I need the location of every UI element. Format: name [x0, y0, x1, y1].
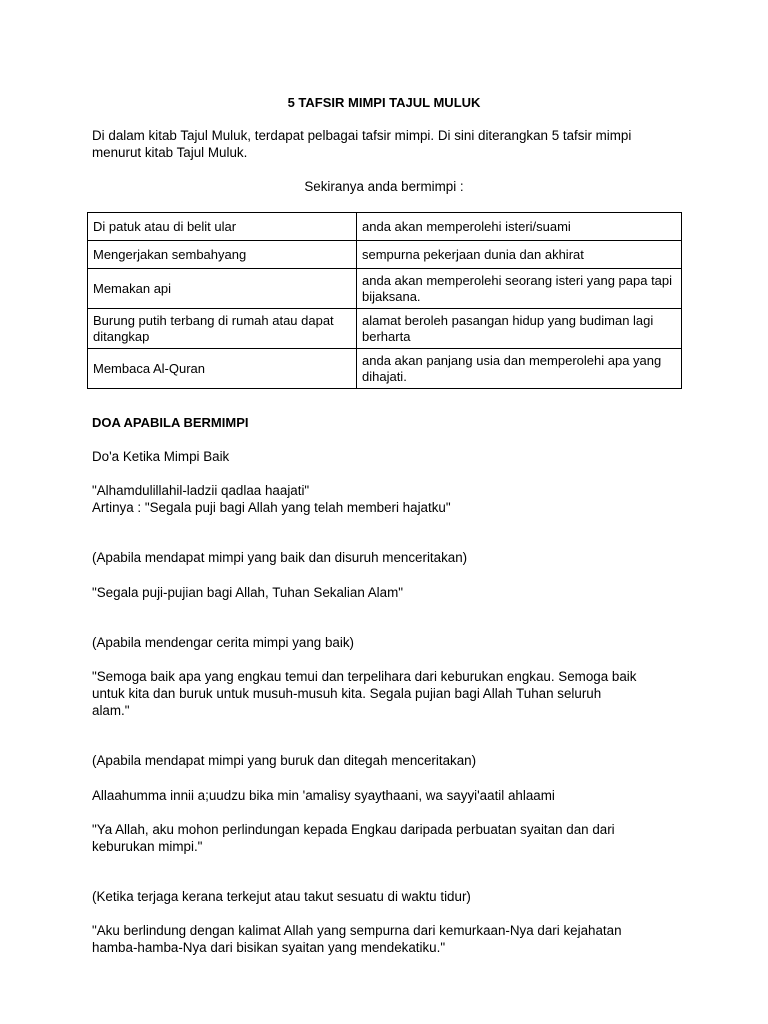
- section-2-condition: (Apabila mendengar cerita mimpi yang baik): [92, 635, 354, 650]
- table-intro: Sekiranya anda bermimpi :: [304, 179, 464, 194]
- dream-cell: Di patuk atau di belit ular: [88, 213, 357, 241]
- intro-line-1: Di dalam kitab Tajul Muluk, terdapat pelbagai tafsir mimpi. Di sini diterangkan 5 tafsir mimpi: [92, 128, 632, 143]
- meaning-cell: alamat beroleh pasangan hidup yang budiman lagi berharta: [357, 309, 682, 349]
- meaning-cell: anda akan memperolehi isteri/suami: [357, 213, 682, 241]
- table-row: [88, 213, 682, 241]
- meaning-cell: anda akan memperolehi seorang isteri yang papa tapi bijaksana.: [357, 269, 682, 309]
- dream-cell: Mengerjakan sembahyang: [88, 241, 357, 269]
- good-dream-arabic: "Alhamdulillahil-ladzii qadlaa haajati": [92, 483, 310, 498]
- intro-line-2: menurut kitab Tajul Muluk.: [92, 145, 248, 160]
- table-row: [88, 309, 682, 349]
- dream-table: [87, 212, 682, 389]
- good-dream-heading: Do'a Ketika Mimpi Baik: [92, 449, 230, 464]
- dream-cell: Membaca Al-Quran: [88, 349, 357, 389]
- table-row: [88, 269, 682, 309]
- section-4-line-2: hamba-hamba-Nya dari bisikan syaitan yang mendekatiku.": [92, 940, 446, 955]
- page-title: 5 TAFSIR MIMPI TAJUL MULUK: [287, 95, 481, 110]
- meaning-cell: anda akan panjang usia dan memperolehi apa yang dihajati.: [357, 349, 682, 389]
- doa-heading: DOA APABILA BERMIMPI: [92, 415, 249, 430]
- good-dream-meaning: Artinya : "Segala puji bagi Allah yang telah memberi hajatku": [92, 500, 451, 515]
- section-1-text: "Segala puji-pujian bagi Allah, Tuhan Sekalian Alam": [92, 585, 404, 600]
- table-row: [88, 349, 682, 389]
- dream-cell: Burung putih terbang di rumah atau dapat ditangkap: [88, 309, 357, 349]
- section-4-condition: (Ketika terjaga kerana terkejut atau takut sesuatu di waktu tidur): [92, 889, 471, 904]
- dream-cell: Memakan api: [88, 269, 357, 309]
- section-3-condition: (Apabila mendapat mimpi yang buruk dan ditegah menceritakan): [92, 753, 477, 768]
- section-2-line-3: alam.": [92, 703, 130, 718]
- section-3-line-1: "Ya Allah, aku mohon perlindungan kepada Engkau daripada perbuatan syaitan dan dari: [92, 822, 615, 837]
- table-row: [88, 241, 682, 269]
- section-2-line-1: "Semoga baik apa yang engkau temui dan terpelihara dari keburukan engkau. Semoga baik: [92, 669, 637, 684]
- section-2-line-2: untuk kita dan buruk untuk musuh-musuh kita. Segala pujian bagi Allah Tuhan seluruh: [92, 686, 602, 701]
- section-1-condition: (Apabila mendapat mimpi yang baik dan disuruh menceritakan): [92, 550, 468, 565]
- section-3-line-2: keburukan mimpi.": [92, 839, 203, 854]
- meaning-cell: sempurna pekerjaan dunia dan akhirat: [357, 241, 682, 269]
- section-3-arabic: Allaahumma innii a;uudzu bika min 'amalisy syaythaani, wa sayyi'aatil ahlaami: [92, 788, 555, 803]
- section-4-line-1: "Aku berlindung dengan kalimat Allah yang sempurna dari kemurkaan-Nya dari kejahatan: [92, 923, 622, 938]
